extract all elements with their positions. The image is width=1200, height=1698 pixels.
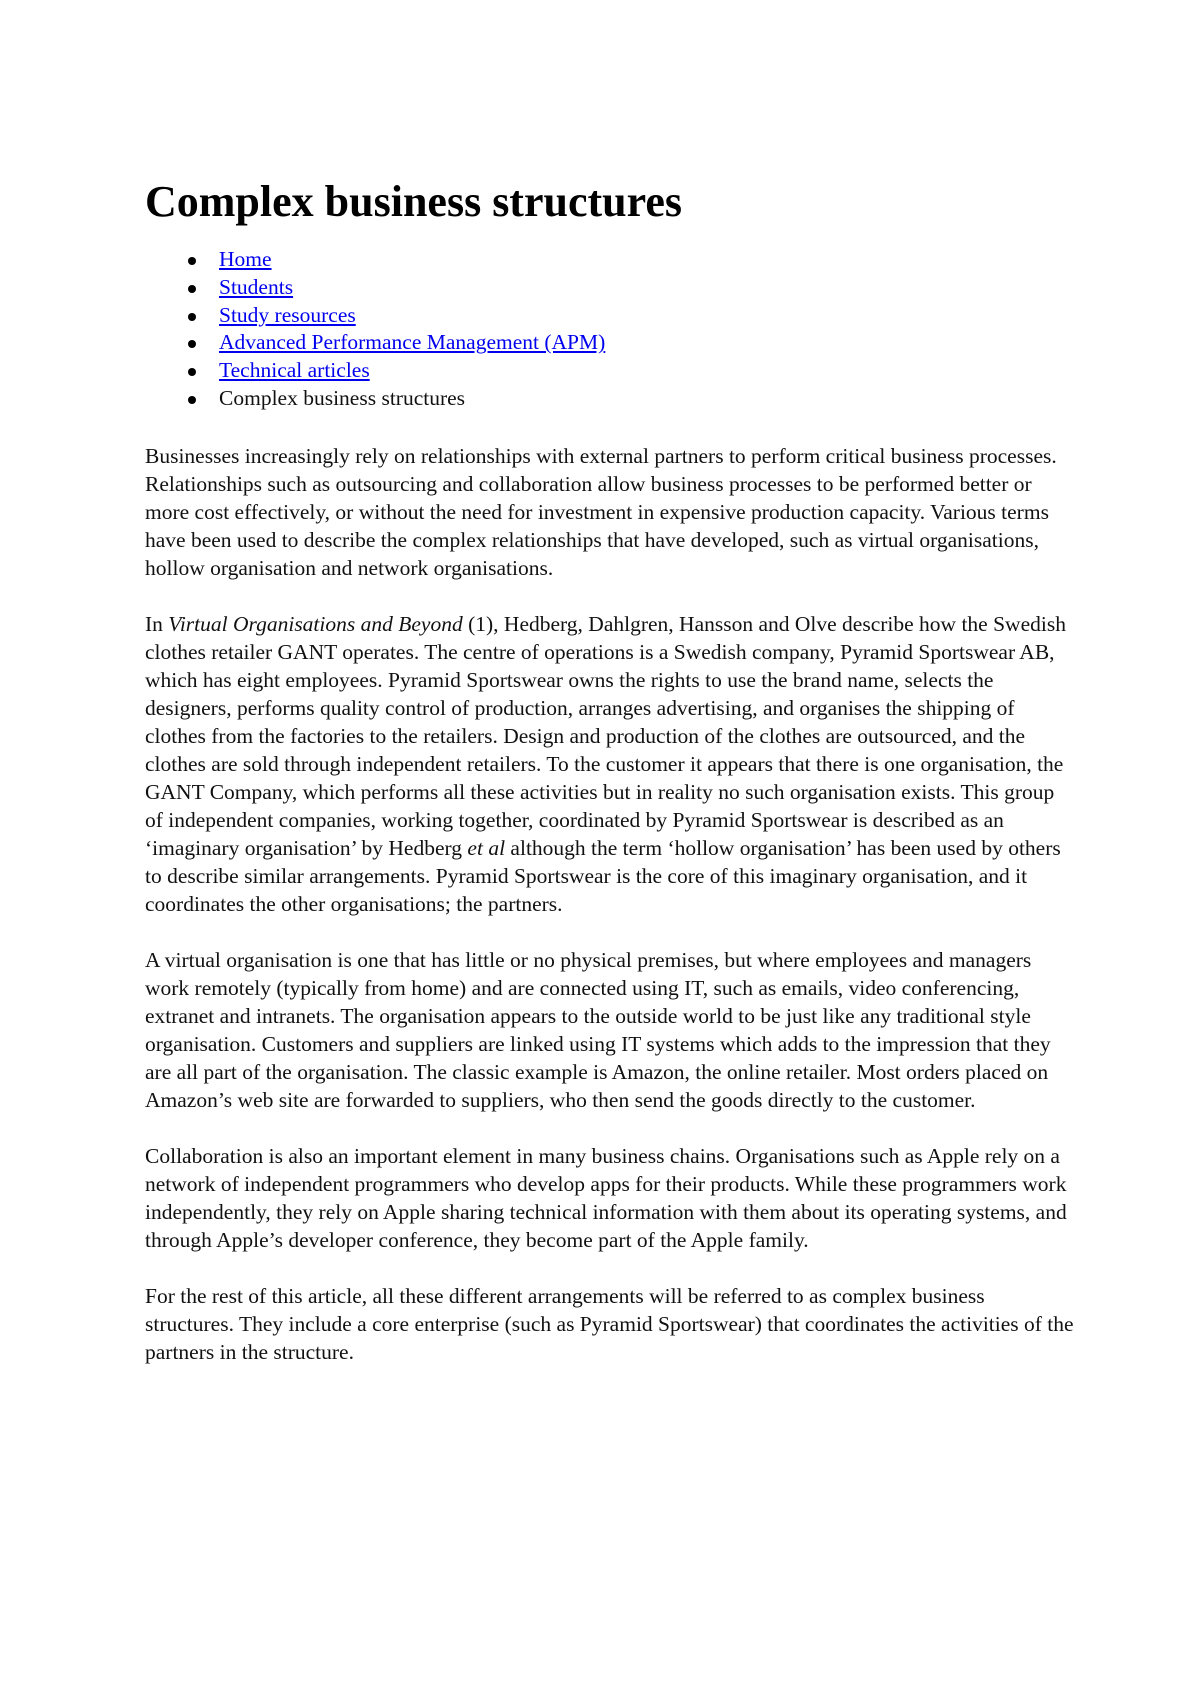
breadcrumb-link-apm[interactable]: Advanced Performance Management (APM) [219,330,606,355]
bullet-icon [188,285,196,293]
paragraph-text: (1), Hedberg, Dahlgren, Hansson and Olve describe how the Swedish clothes retailer GANT operates. The centre of operations is a Swedish company, Pyramid Sportswear AB, which has eight employees. Pyramid Sportswear owns the rights to use the brand name, selects the designers, performs quality control of production, arranges advertising, and organises the shipping of clothes from the factories to the retailers. Design and production of the clothes are outsourced, and the clothes are sold through independent retailers. To the customer it appears that there is one organisation, the GANT Company, which performs all these activities but in reality no such organisation exists. This group of independent companies, working together, coordinated by Pyramid Sportswear is described as an ‘imaginary organisation’ by Hedberg [145,611,1066,860]
paragraph-virtual-organisation: A virtual organisation is one that has little or no physical premises, but where employees and managers work remotely (typically from home) and are connected using IT, such as emails, video conferencing, extranet and intranets. The organisation appears to the outside world to be just like any traditional style organisation. Customers and suppliers are linked using IT systems which adds to the impression that they are all part of the organisation. The classic example is Amazon, the online retailer. Most orders placed on Amazon’s web site are forwarded to suppliers, who then send the goods directly to the customer. [145,947,1051,1112]
page-title: Complex business structures [145,177,683,226]
breadcrumb-item-home [145,246,1075,274]
paragraph-text: In [145,611,169,636]
breadcrumb-current-page: Complex business structures [219,385,466,410]
breadcrumb-link-students[interactable]: Students [219,274,294,299]
paragraph-intro: Businesses increasingly rely on relationships with external partners to perform critical business processes. Relationships such as outsourcing and collaboration allow business processes to be performed better or more cost effectively, or without the need for investment in expensive production capacity. Various terms have been used to describe the complex relationships that have developed, such as virtual organisations, hollow organisation and network organisations. [145,443,1057,580]
bullet-icon [188,257,196,265]
breadcrumb [145,246,1075,413]
bullet-icon [188,368,196,376]
breadcrumb-link-home[interactable]: Home [219,247,272,271]
breadcrumb-link-technical-articles[interactable]: Technical articles [219,358,370,383]
breadcrumb-link-study-resources[interactable]: Study resources [219,302,356,327]
document-page [145,0,1075,1366]
book-title: Virtual Organisations and Beyond [168,611,463,636]
paragraph-text: although the term ‘hollow organisation’ has been used by others to describe similar arrangements. Pyramid Sportswear is the core of this imaginary organisation, and it coordinates the other organisations; the partners. [145,835,1061,916]
bullet-icon [188,396,196,404]
breadcrumb-item-apm [145,329,1075,357]
bullet-icon [188,313,196,321]
breadcrumb-item-technical-articles [145,357,1075,385]
breadcrumb-item-students [145,274,1075,302]
et-al-text: et al [467,835,506,860]
paragraph-conclusion: For the rest of this article, all these different arrangements will be referred to as complex business structures. They include a core enterprise (such as Pyramid Sportswear) that coordinates the activities of the partners in the structure. [145,1283,1074,1364]
bullet-icon [188,340,196,348]
breadcrumb-item-study-resources [145,302,1075,330]
paragraph-collaboration: Collaboration is also an important element in many business chains. Organisations such as Apple rely on a network of independent programmers who develop apps for their products. While these programmers work independently, they rely on Apple sharing technical information with them about its operating systems, and through Apple’s developer conference, they become part of the Apple family. [145,1143,1067,1252]
paragraph-gant-example [145,610,1075,918]
breadcrumb-item-current [145,385,1075,413]
